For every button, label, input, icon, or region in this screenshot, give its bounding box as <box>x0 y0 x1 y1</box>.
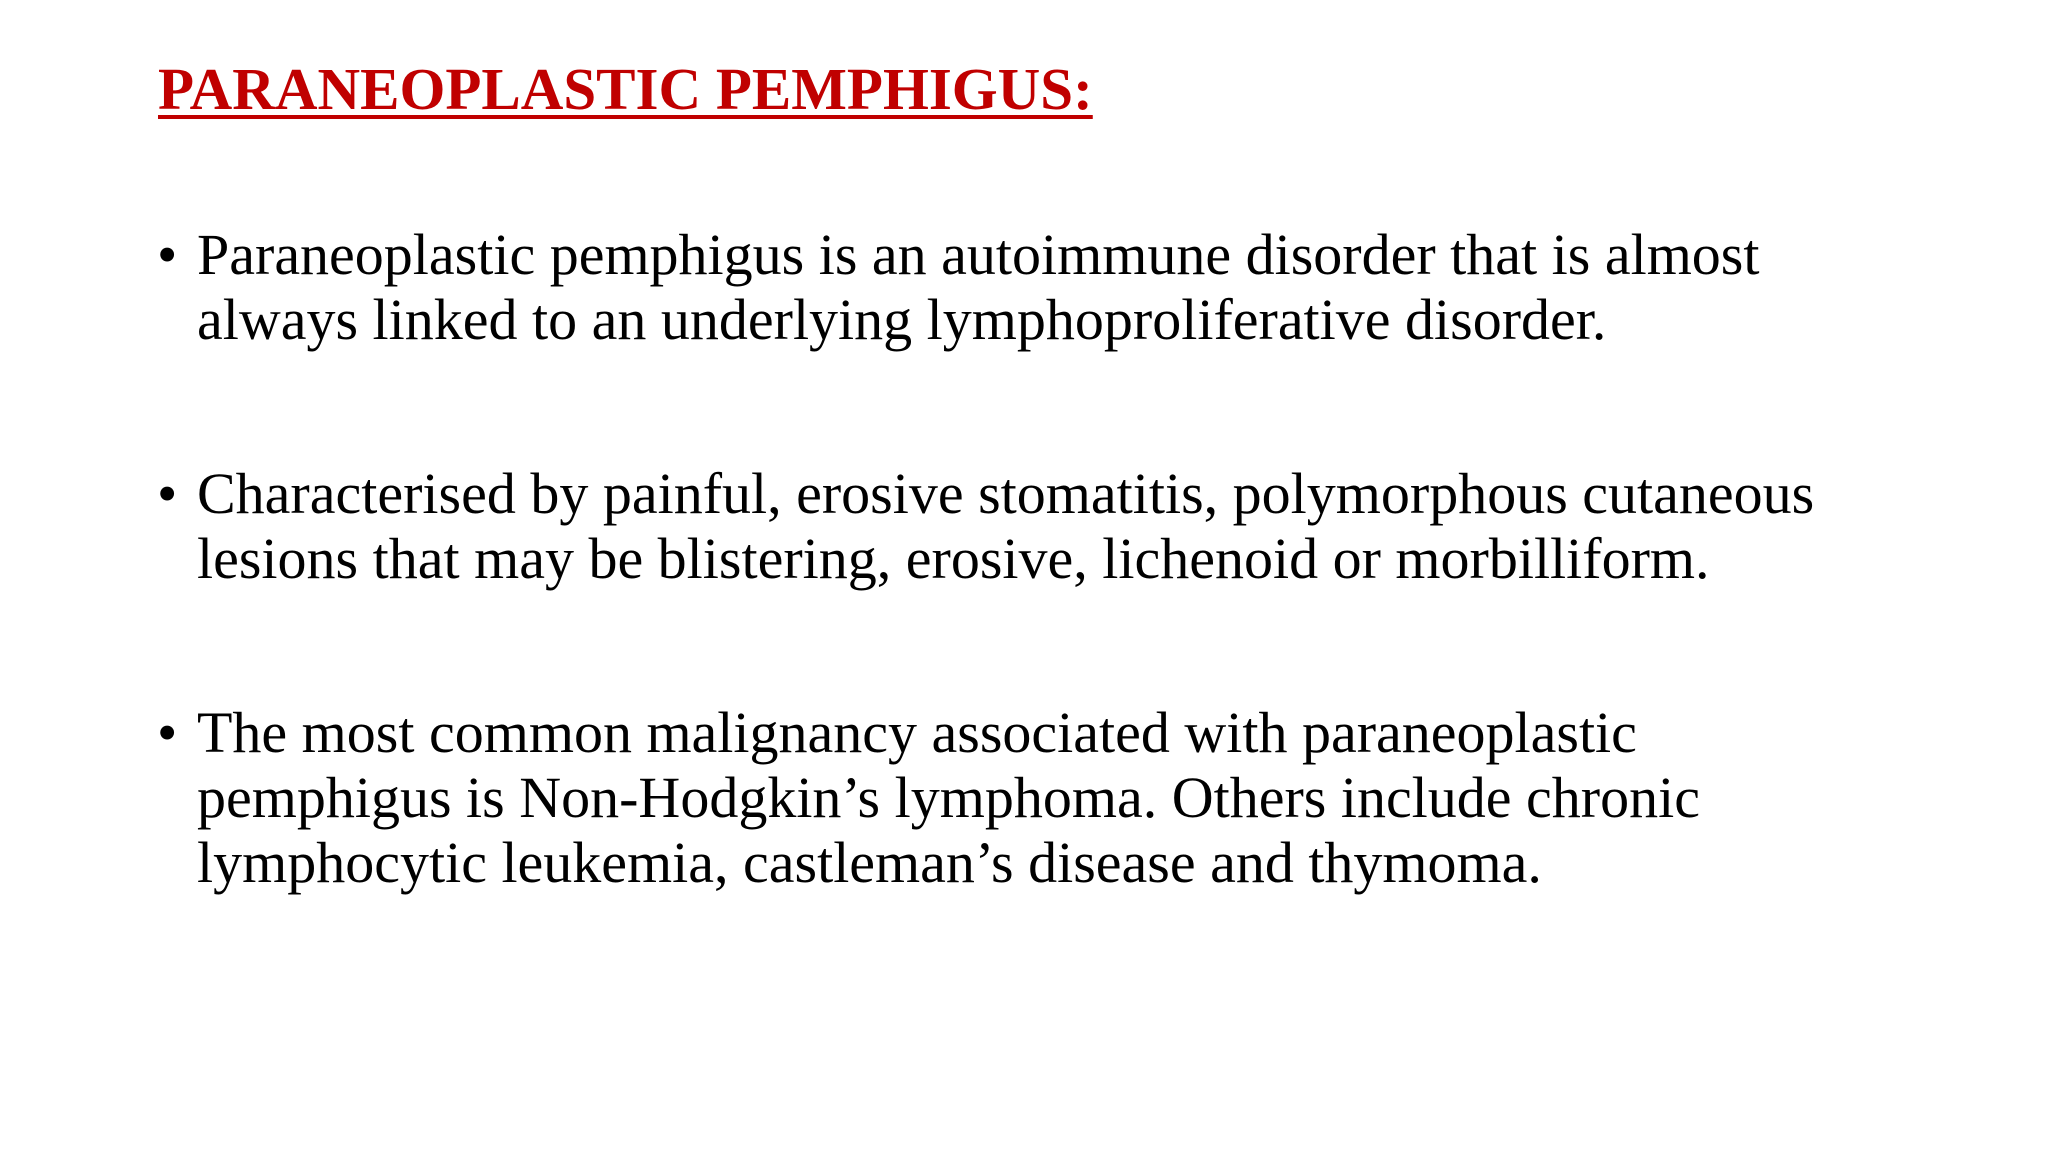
bullet-dot-icon: • <box>157 222 178 287</box>
bullet-item <box>157 700 1957 895</box>
bullet-item <box>157 222 1957 352</box>
bullet-text-line: lesions that may be blistering, erosive, lichenoid or morbilliform. <box>197 526 1710 591</box>
bullet-dot-icon: • <box>157 461 178 526</box>
bullet-item <box>157 461 1957 591</box>
bullet-text-line: lymphocytic leukemia, castleman’s disease and thymoma. <box>197 830 1542 895</box>
slide-title: PARANEOPLASTIC PEMPHIGUS: <box>158 56 1093 122</box>
bullet-text-line: The most common malignancy associated with paraneoplastic <box>197 700 1637 765</box>
bullet-text-line: Paraneoplastic pemphigus is an autoimmune disorder that is almost <box>197 222 1760 287</box>
bullet-list <box>157 222 1957 895</box>
bullet-text-line: pemphigus is Non-Hodgkin’s lymphoma. Others include chronic <box>197 765 1700 830</box>
bullet-text-line: Characterised by painful, erosive stomatitis, polymorphous cutaneous <box>197 461 1815 526</box>
bullet-dot-icon: • <box>157 700 178 765</box>
bullet-text-line: always linked to an underlying lymphoproliferative disorder. <box>197 287 1607 352</box>
